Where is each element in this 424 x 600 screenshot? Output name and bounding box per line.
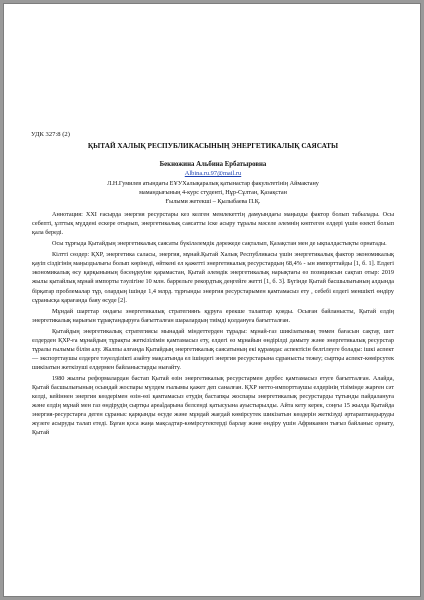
udk-code: УДК 327:8 (2)	[31, 131, 70, 138]
affiliation-block	[32, 179, 394, 207]
paper-title: ҚЫТАЙ ХАЛЫҚ РЕСПУБЛИКАСЫНЫҢ ЭНЕРГЕТИКАЛЫҚ САЯСАТЫ	[87, 142, 339, 150]
keywords-paragraph: Кілтті сөздер: ҚХР, энергетика саласы, энергия, мұнай.Қытай Халық Республикасы үшін энергетикалық фактор экономикалық қауіп сіздігінің маңыздылығы болып көрінеді, өйткені ел қажетті энергетикалық ресурстардың 68,4% - ын импорттайды [1, б. 1]. Елдегі экономикалық өсу қарқынының бәсеңдеуіне қарамастан, Қытай әлемдік энергетикалық нарықтағы өз позициясын сақтап отыр: 2019 жылы қытайлық мұнай импорты тәулігіне 10 млн. баррельге рекордтық деңгейге жетті [1, б. 3]. Бүгінде Қытай басшылығының алдында бірқатар проблемалар тұр, олардың ішінде 1,4 млрд. тұрғынды энергия ресурстарымен қамтамасыз ету , себебі елдегі меншікті өндіру сұранысқа қарағанда баяу өсуде [2].	[32, 251, 394, 304]
body-paragraph: 1980 жылғы реформалардан бастап Қытай өзін энергетикалық ресурстармен дербес қамтамасыз етуге бағытталған. Алайда, Қытай басшылығының осындай жоспары мүлдем ғылымы қажет деп саналған. ҚХР нетто-импорттаушы елдерінің тізімінде жарғен сәт келді, кейіннен энергия көздерімен өзін-өзі қамтамасыз етудің бастапқы жоспары энергетикалық ресурстарды тұтынды пайдалануға және елдің мұнай мен газ өндірудің сыртқы арealдарына белсенді қатысуына ауыстырылды. Айта кету керек, соңғы 15 жылда Қытайда энергия-ресурстарға деген сұраныс қарқынды өсуде және мұндай жағдай көмірсутек шикізатын көздерін жеткізуді әртараптандыруды жүзеге асыруды талап етеді. Бұған қоса жаңа мақсадтар-көмірсутектерді барлау және өндіру үшін Африкамен тығыз байланыс орнату, Қытай	[32, 375, 394, 437]
abstract-paragraph: Аннотация: XXI ғасырда энергия ресурстары кез келген мемлекеттің дамуындағы маңызды фактор болып табылады. Осы себепті, ұлттық мүддені ескере отырып, энергетикалық саясатты іске асыру тұралы мәселе әлемнің көптеген елдері үшін өзекті болып қала береді.	[32, 211, 394, 237]
affiliation-line: мамандығының 4-курс студенті, Нұр-Сұлтан, Қазақстан	[139, 189, 287, 197]
author-email-link[interactable]: Albina.ru.97@mail.ru	[184, 170, 242, 177]
affiliation-line: Л.Н.Гумилев атындағы ЕҰУХалықаралық қатынастар факультетінің Аймактану	[107, 180, 319, 187]
body-paragraph: Мұндай шарттар ондағы энергетикалық стратегиянъ құруға ерекше талаптар қояды. Осыған байланысты, Қытай елдің энергетикалық нарығын тұрақтандыруға бағытталған шаралардың тиімді қолдануға бағытталған.	[32, 307, 394, 324]
document-page	[4, 4, 420, 596]
body-paragraph: Осы тұрғыда Қытайдың энергетикалық саясаты бүкіләлемдік дәрежеде сақталып, Қазақстан мен де ықпалдастықты орнатады.	[52, 240, 387, 248]
body-text	[32, 210, 394, 440]
body-paragraph: Қытайдың энергетикалық стратегиясы мынадай міндеттерден тұрады: мұнай-газ шикізатының төмен бағасын сақтау, шет елдерден ҚХР-ға мұнайдың тұрақты жеткізілімін қамтамасыз ету, елдегі өз мұнайын өндірілді дамыту және энергетикалық ресурстар тұралы ғылымы білім алу. Жалпы алғанда Қытайдың энергетикалық саясатының екі құрамдас аспектісін белгілеуге болады: ішкі аспект — экспорттаушы елдерге тәуелділікті азайту мақсатында ел ішіндегі энергия ресурстарына сұранысты тежеу; сыртқы аспект-көмірсутек шикізатын жеткізуші елдермен байланыстарды нығайту.	[32, 327, 394, 371]
author-name: Бекножина Альбина Ербатыровна	[159, 161, 267, 168]
supervisor-line: Ғылыми жетекші – Қылыбаева П.Қ.	[165, 198, 261, 206]
